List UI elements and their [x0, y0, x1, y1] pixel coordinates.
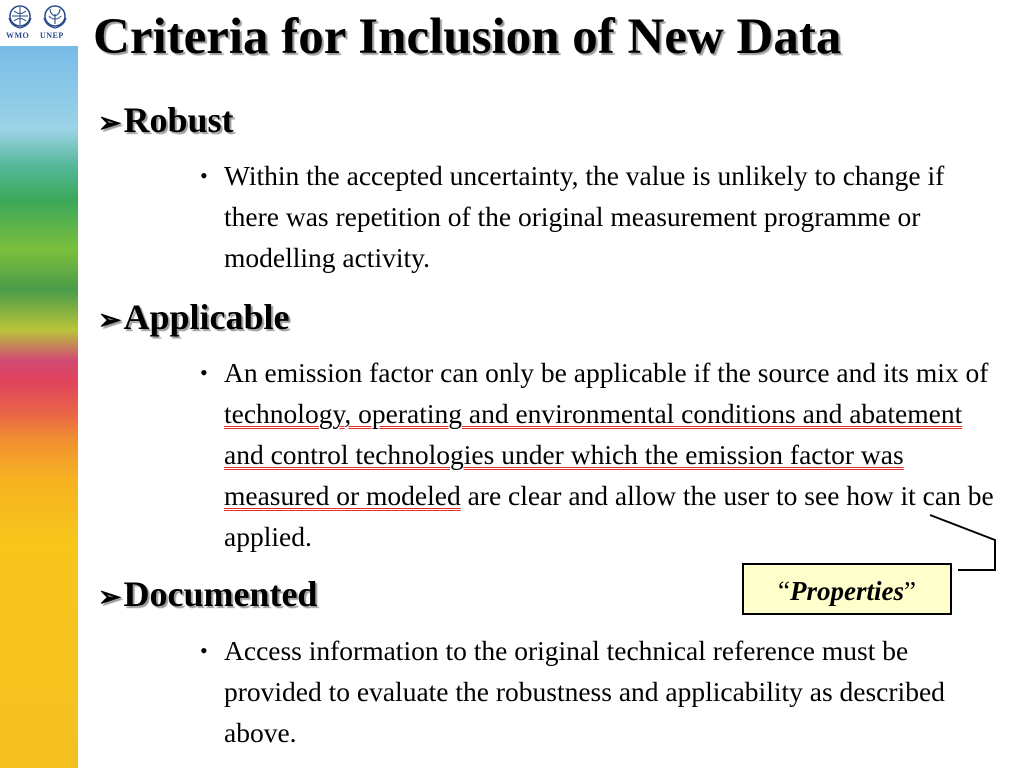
unep-logo-label: UNEP: [40, 31, 64, 40]
logo-area: [0, 0, 78, 46]
underlined-conditions-phrase: technology, operating and environmental conditions and abatement and control technologies under which the emission factor was measured or modeled: [224, 398, 963, 511]
heading-documented: [98, 573, 317, 615]
dot-bullet-icon: •: [200, 360, 208, 385]
arrow-bullet-icon: ➢: [98, 582, 122, 613]
arrow-bullet-icon: ➢: [98, 108, 122, 139]
dot-bullet-icon: •: [200, 638, 208, 663]
arrow-bullet-icon: ➢: [98, 305, 122, 336]
heading-applicable-label: Applicable: [123, 297, 290, 337]
bullet-robust: [200, 155, 1005, 278]
heading-robust-label: Robust: [123, 100, 234, 140]
wmo-logo-label: WMO: [6, 31, 30, 40]
bullet-applicable-post: are clear and allow the user to see how it can be applied.: [224, 480, 994, 552]
wmo-logo-icon: [6, 4, 34, 30]
dot-bullet-icon: •: [200, 163, 208, 188]
properties-callout: [742, 563, 952, 615]
unep-logo-icon: [41, 4, 69, 30]
bullet-applicable-pre: An emission factor can only be applicable if the source and its mix of: [224, 357, 989, 388]
heading-robust: [98, 99, 234, 141]
bullet-applicable: [200, 352, 1005, 557]
bullet-documented: [200, 630, 1005, 753]
slide-title: Criteria for Inclusion of New Data: [93, 9, 842, 65]
callout-close-quote: ”: [904, 576, 916, 606]
heading-documented-label: Documented: [123, 574, 318, 614]
bullet-applicable-text: [224, 352, 1005, 557]
bullet-documented-text: Access information to the original technical reference must be provided to evaluate the robustness and applicability as described above.: [224, 635, 945, 748]
callout-word: Properties: [790, 576, 904, 606]
bullet-robust-text: Within the accepted uncertainty, the value is unlikely to change if there was repetition of the original measurement programme or modelling activity.: [224, 160, 945, 273]
decorative-color-stripe: [0, 0, 78, 768]
heading-applicable: [98, 296, 290, 338]
callout-open-quote: “: [778, 576, 790, 606]
